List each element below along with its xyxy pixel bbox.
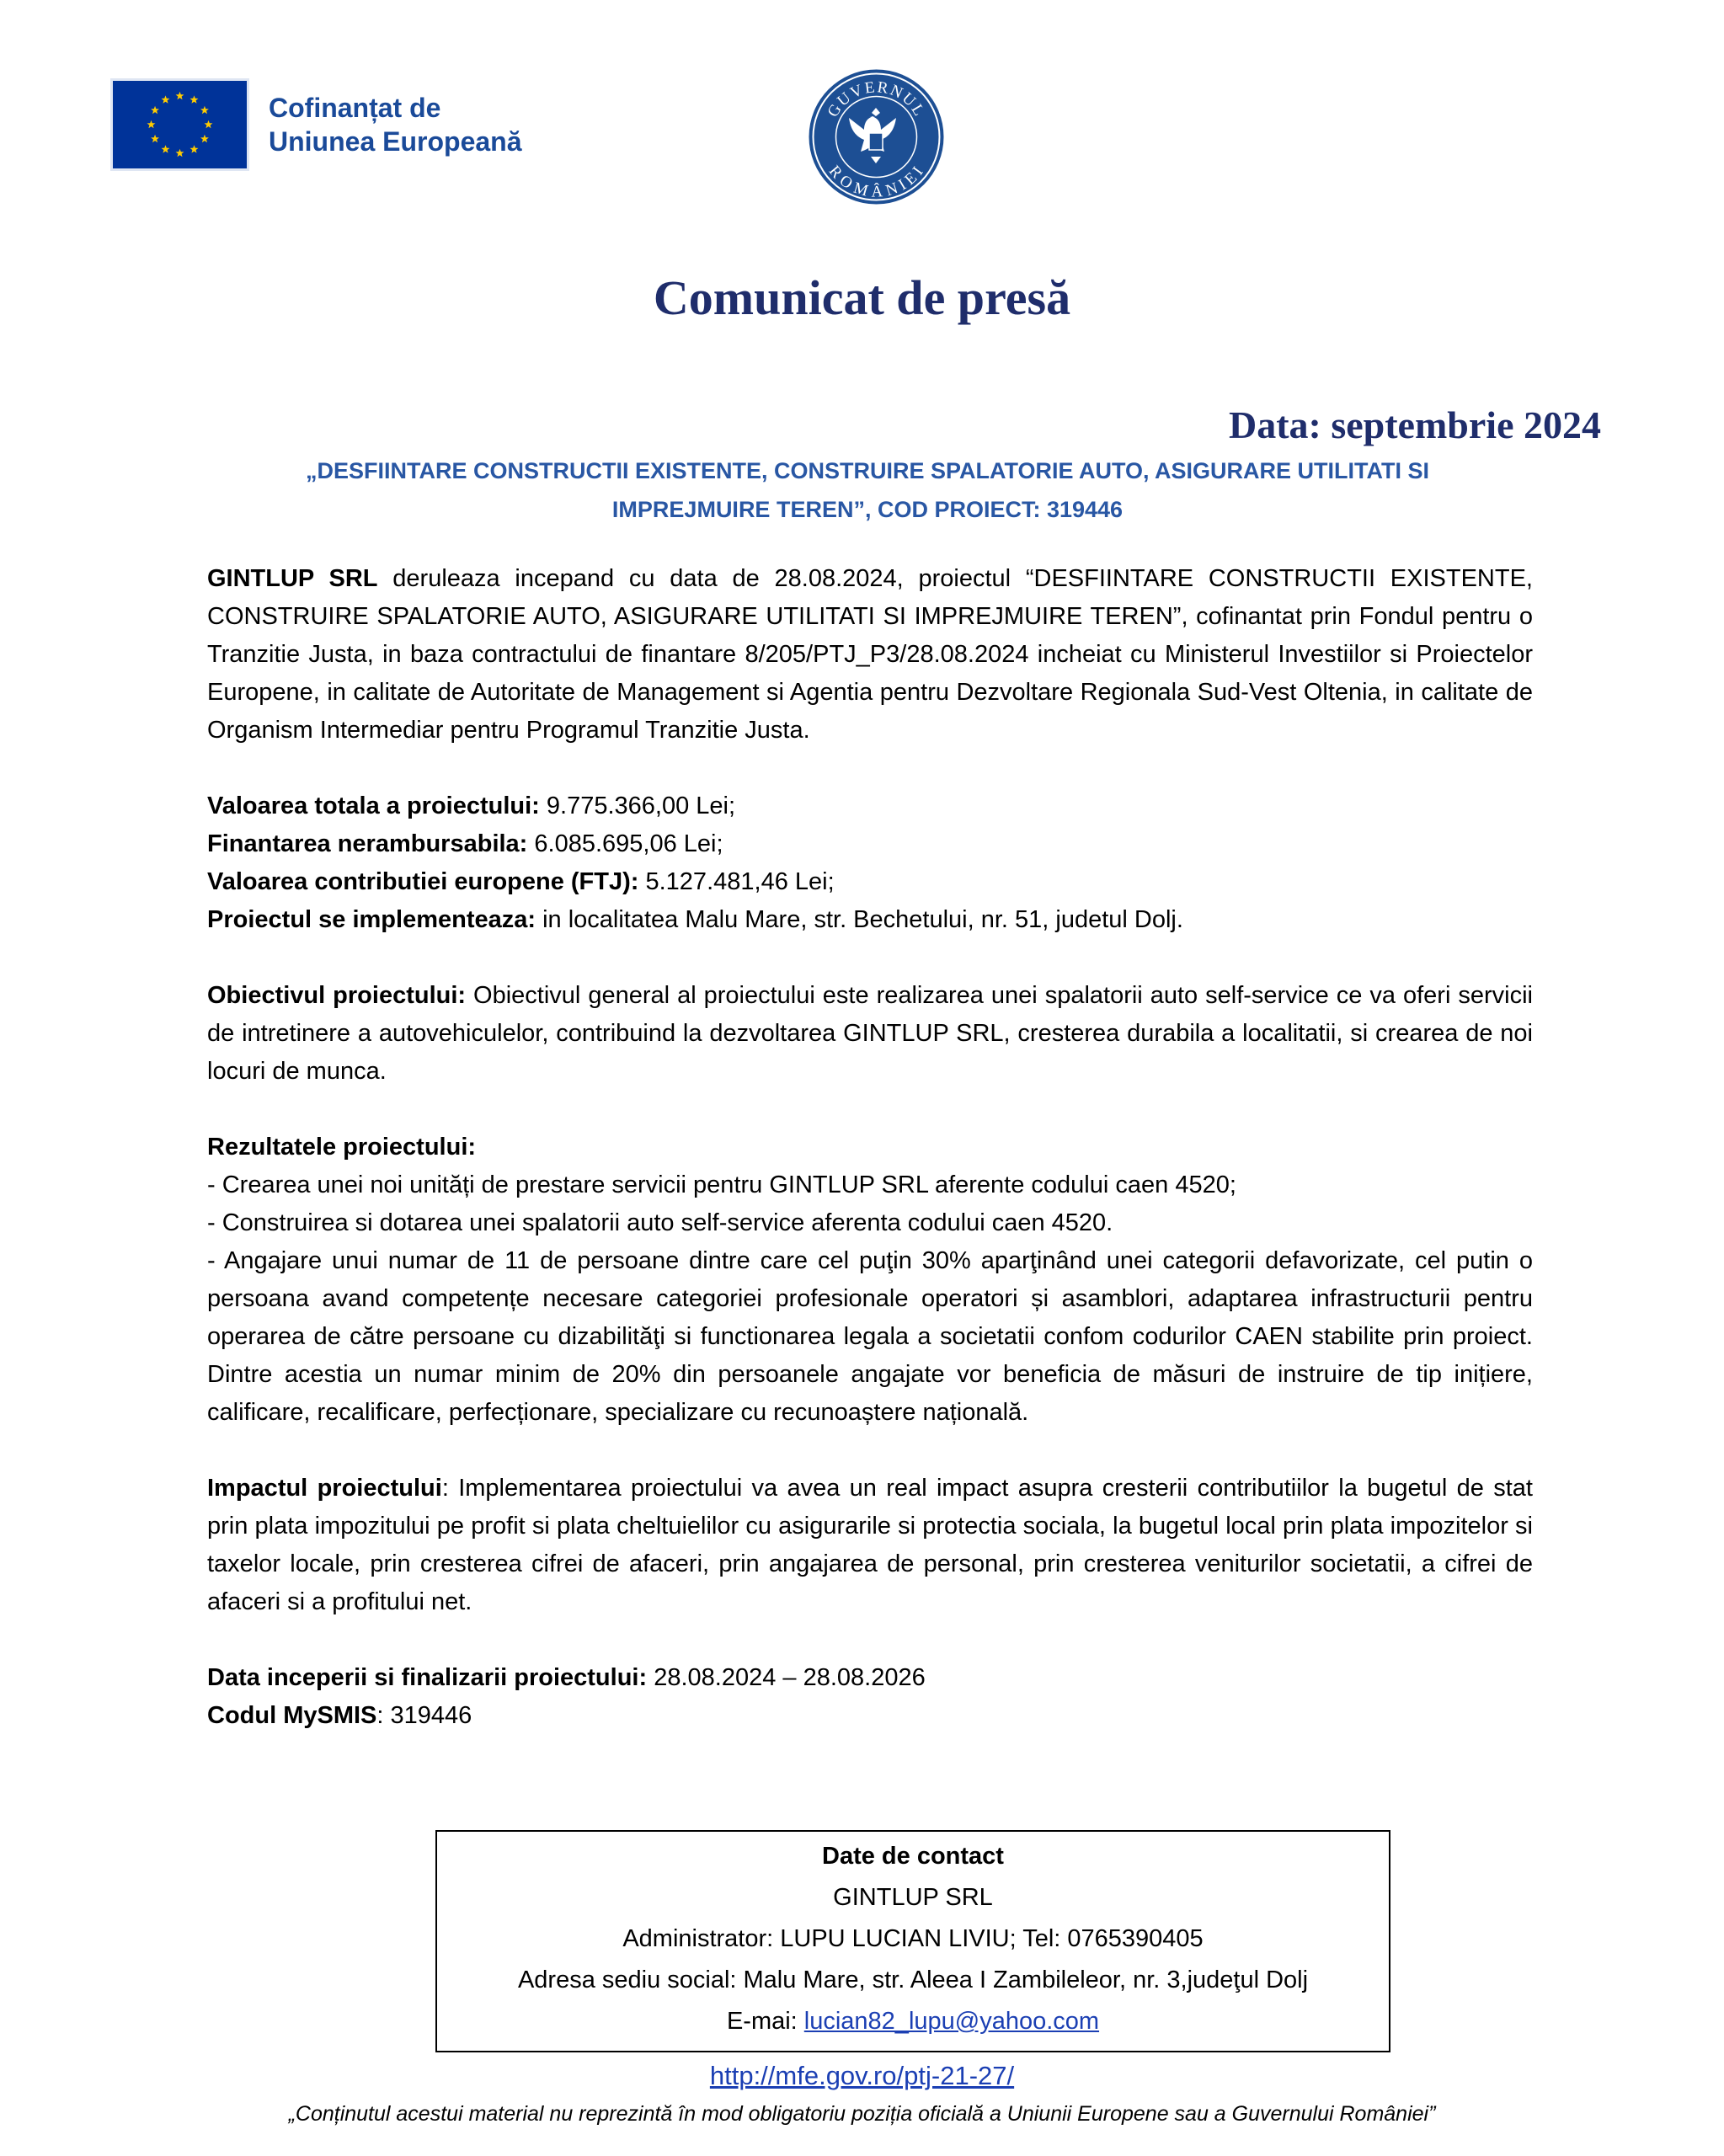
value-eu-contribution — [207, 863, 1533, 901]
value-amount: in localitatea Malu Mare, str. Bechetului, nr. 51, judetul Dolj. — [536, 906, 1183, 933]
objective-label: Obiectivul proiectului: — [207, 982, 467, 1009]
impact-text: : Implementarea proiectului va avea un real impact asupra cresterii contributiilor la bugetul de stat prin plata impozitului pe profit si plata cheltuielilor cu asigurarile si protectia sociala, la bugetul local prin plata impozitelor si taxelor locale, prin cresterea cifrei de afaceri, prin angajarea de personal, prin cresterea veniturilor societatii, a cifrei de afaceri si a profitului net. — [207, 1475, 1533, 1615]
eu-star-icon — [200, 106, 209, 114]
project-title-line1: „DESFIINTARE CONSTRUCTII EXISTENTE, CONSTRUIRE SPALATORIE AUTO, ASIGURARE UTILITATI SI — [305, 458, 1430, 483]
document-body — [207, 560, 1533, 1735]
eu-star-icon — [200, 135, 209, 142]
value-amount: 9.775.366,00 Lei; — [539, 792, 736, 819]
contact-company: GINTLUP SRL — [833, 1884, 993, 1911]
dates-value: 28.08.2024 – 28.08.2026 — [647, 1664, 926, 1691]
value-amount: 5.127.481,46 Lei; — [638, 868, 835, 895]
eu-text-line1: Cofinanțat de — [269, 93, 441, 123]
eu-star-icon — [190, 95, 199, 103]
mysmis-label: Codul MySMIS — [207, 1702, 377, 1729]
eu-text-line2: Uniunea Europeană — [269, 126, 522, 157]
intro-text: deruleaza incepand cu data de 28.08.2024, proiectul “DESFIINTARE CONSTRUCTII EXISTENTE, CONSTRUIRE SPALATORIE AUTO, ASIGURARE UTILITATI SI IMPREJMUIRE TEREN”, cofinantat prin Fondul pentru o Tranzitie Justa, in baza contractului de finantare 8/205/PTJ_P3/28.08.2024 incheiat cu Ministerul Investiilor si Proiectelor Europene, in calitate de Autoritate de Management si Agentia pentru Dezvoltare Regionala Sud-Vest Oltenia, in calitate de Organism Intermediar pentru Programul Tranzitie Justa. — [207, 565, 1533, 744]
value-label: Finantarea nerambursabila: — [207, 830, 528, 857]
eu-flag-icon — [110, 78, 249, 171]
project-title-line2: IMPREJMUIRE TEREN”, COD PROIECT: 319446 — [611, 497, 1124, 522]
disclaimer: „Conținutul acestui material nu reprezintă în mod obligatoriu poziția oficială a Uniunii Europene sau a Guvernului României” — [288, 2102, 1436, 2126]
result-item: - Construirea si dotarea unei spalatorii auto self-service aferenta codului caen 4520. — [207, 1209, 1113, 1236]
objective-text: Obiectivul general al proiectului este realizarea unei spalatorii auto self-service ce va oferi servicii de intretinere a autovehiculelor, contribuind la dezvoltarea GINTLUP SRL, cresterea durabila a localitatii, si crearea de noi locuri de munca. — [207, 982, 1533, 1085]
document-title: Comunicat de presă — [653, 270, 1071, 325]
contact-email-line — [437, 2001, 1389, 2042]
program-url — [0, 2061, 1724, 2091]
result-item: - Angajare unui numar de 11 de persoane dintre care cel puţin 30% aparţinând unei categorii defavorizate, cel putin o persoana avand competențe necesare categoriei profesionale operatori și asamblori, adaptarea infrastructurii pentru operarea de către persoane cu dizabilităţi si functionarea legala a societatii confom codurilor CAEN stabilite prin proiect. Dintre acestia un numar minim de 20% din persoanele angajate vor beneficia de măsuri de instruire de tip inițiere, calificare, recalificare, perfecționare, specializare cu recunoaștere națională. — [207, 1247, 1533, 1426]
impact-paragraph — [207, 1470, 1533, 1621]
objective-paragraph — [207, 977, 1533, 1091]
project-dates — [207, 1659, 1533, 1697]
eu-star-icon — [190, 145, 199, 152]
contact-admin: Administrator: LUPU LUCIAN LIVIU; Tel: 0765390405 — [622, 1925, 1204, 1952]
eu-star-icon — [151, 135, 159, 142]
dates-label: Data inceperii si finalizarii proiectului: — [207, 1664, 648, 1691]
seal-top-text: GUVERNUL — [824, 78, 929, 120]
romanian-government-seal-icon — [807, 67, 946, 206]
contact-box — [435, 1830, 1390, 2052]
eu-star-icon — [176, 149, 184, 157]
eu-star-icon — [176, 92, 184, 99]
value-amount: 6.085.695,06 Lei; — [527, 830, 723, 857]
value-label: Proiectul se implementeaza: — [207, 906, 536, 933]
value-label: Valoarea totala a proiectului: — [207, 792, 540, 819]
eu-star-icon — [151, 106, 159, 114]
eu-star-icon — [147, 120, 156, 128]
value-total — [207, 787, 1533, 825]
program-url-link[interactable]: http://mfe.gov.ro/ptj-21-27/ — [709, 2061, 1015, 2090]
contact-address: Adresa sediu social: Malu Mare, str. Aleea I Zambileleor, nr. 3,judeţul Dolj — [517, 1967, 1309, 1993]
impact-label: Impactul proiectului — [207, 1475, 442, 1502]
document-date: Data: septembrie 2024 — [1228, 403, 1601, 446]
contact-heading: Date de contact — [822, 1843, 1004, 1870]
results-heading: Rezultatele proiectului: — [207, 1134, 477, 1161]
intro-paragraph — [207, 560, 1533, 750]
eu-star-icon — [205, 120, 213, 128]
implementation-location — [207, 901, 1533, 939]
mysmis-value: : 319446 — [376, 1702, 472, 1729]
company-name: GINTLUP SRL — [207, 565, 378, 592]
eu-logo-text — [269, 91, 522, 158]
eu-cofinanced-logo — [110, 78, 522, 171]
eu-star-icon — [162, 95, 170, 103]
result-item: - Crearea unei noi unități de prestare servicii pentru GINTLUP SRL aferente codului caen 4520; — [207, 1171, 1236, 1198]
seal-bottom-text: ROMÂNIEI — [825, 162, 928, 201]
project-title — [202, 451, 1533, 529]
value-grant — [207, 825, 1533, 863]
email-label: E-mai: — [726, 2008, 804, 2035]
mysmis-code — [207, 1697, 1533, 1735]
value-label: Valoarea contributiei europene (FTJ): — [207, 868, 639, 895]
eu-star-icon — [162, 145, 170, 152]
email-link[interactable]: lucian82_lupu@yahoo.com — [803, 2008, 1100, 2035]
